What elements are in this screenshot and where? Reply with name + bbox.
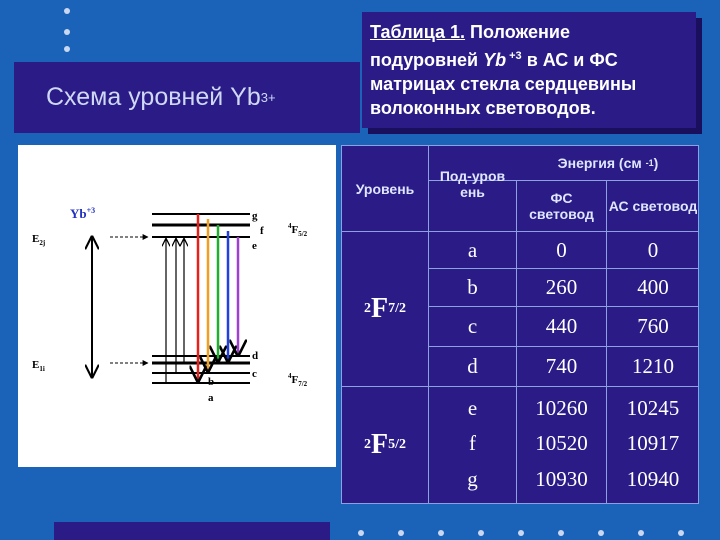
slide-title [14, 62, 360, 133]
sublevel-label-e: e [252, 240, 257, 252]
decor-dot [558, 530, 564, 536]
term-upper-label: $^4F_{5/2}$ [288, 222, 308, 238]
level-j: 5/2 [388, 437, 406, 452]
sublevel-label-d: d [252, 350, 259, 362]
table-cell-fs: 740 [545, 354, 578, 378]
table-cell-ac: 400 [637, 275, 669, 299]
decor-dot [64, 46, 70, 52]
header-energy [517, 146, 699, 180]
table-cell-ac: 10245 [626, 395, 680, 420]
caption-ion-charge: +3 [506, 50, 522, 62]
ion-label: $Yb^{+3}$ [70, 206, 96, 221]
decor-dot [398, 530, 404, 536]
table-cell-sublevel: c [467, 314, 478, 338]
sublevel-label-a: a [208, 392, 214, 404]
caption-line1: Положение [465, 22, 570, 42]
header-ac: АС световод [608, 198, 698, 214]
table-cell-fs: 260 [545, 275, 578, 299]
table-cell-fs: 10520 [535, 430, 588, 455]
decor-dot [598, 530, 604, 536]
table-cell-fs: 10930 [535, 466, 588, 491]
table-cell-ac: 10940 [626, 466, 680, 491]
table-cell-ac: 10917 [626, 430, 680, 455]
decor-dot [518, 530, 524, 536]
table-cell-fs: 440 [545, 314, 578, 338]
decor-dot [678, 530, 684, 536]
decor-dot [358, 530, 364, 536]
table-cell-sublevel: e [467, 395, 478, 420]
caption-line3: матрицах стекла сердцевины [370, 74, 637, 94]
table-cell-sublevel: f [469, 430, 476, 455]
slide-title-sup: 3+ [260, 90, 276, 105]
decor-dot [478, 530, 484, 536]
table-cell-ac: 1210 [632, 354, 674, 378]
decor-dot [638, 530, 644, 536]
header-energy-close: ) [653, 155, 659, 171]
table-cell-fs: 0 [556, 237, 567, 262]
sublevel-label-g: g [252, 210, 258, 222]
table-cell-ac: 0 [647, 237, 659, 262]
level-mult: 2 [364, 301, 371, 316]
caption-line4: волоконных световодов. [370, 98, 596, 118]
level-2F5-2 [342, 387, 428, 503]
decor-dot [64, 8, 70, 14]
bottom-bar [54, 522, 330, 540]
table-cell-sublevel: a [467, 237, 478, 262]
caption-line2-end: в АС и ФС [521, 50, 618, 70]
caption-label: Таблица 1. [370, 22, 466, 42]
header-energy-text: Энергия (см [557, 155, 642, 171]
level-term: F [371, 293, 389, 324]
sublevel-label-c: c [252, 368, 257, 380]
upper-level-label: $E_{2j}$ [32, 233, 46, 247]
slide-title-text: Схема уровней Yb [46, 83, 261, 111]
table-cell-sublevel: b [467, 275, 478, 299]
level-2F7-2 [342, 232, 428, 386]
table-cell-ac: 760 [637, 314, 669, 338]
decor-dot [438, 530, 444, 536]
table-caption [362, 12, 696, 128]
caption-ion: Yb [483, 50, 507, 70]
level-j: 7/2 [388, 301, 406, 316]
caption-line2: подуровней [370, 50, 484, 70]
header-sublevel: Под-уров ень [439, 167, 506, 200]
sublevel-energy-table [341, 145, 699, 504]
sublevel-label-f: f [260, 225, 264, 237]
header-level: Уровень [355, 180, 415, 197]
table-cell-sublevel: d [467, 354, 478, 378]
header-fs: ФС световод [529, 190, 594, 222]
energy-diagram-svg [18, 145, 336, 467]
lower-level-label: $E_{1i}$ [32, 359, 45, 373]
table-cell-sublevel: g [467, 466, 478, 491]
energy-level-diagram [18, 145, 336, 467]
decor-dot [64, 29, 70, 35]
table-cell-fs: 10260 [535, 395, 588, 420]
sublevel-label-b: b [208, 376, 215, 388]
header-energy-sup: -1 [645, 158, 654, 168]
level-mult: 2 [364, 437, 371, 452]
level-term: F [371, 429, 389, 460]
term-lower-label: $^4F_{7/2}$ [288, 372, 308, 388]
